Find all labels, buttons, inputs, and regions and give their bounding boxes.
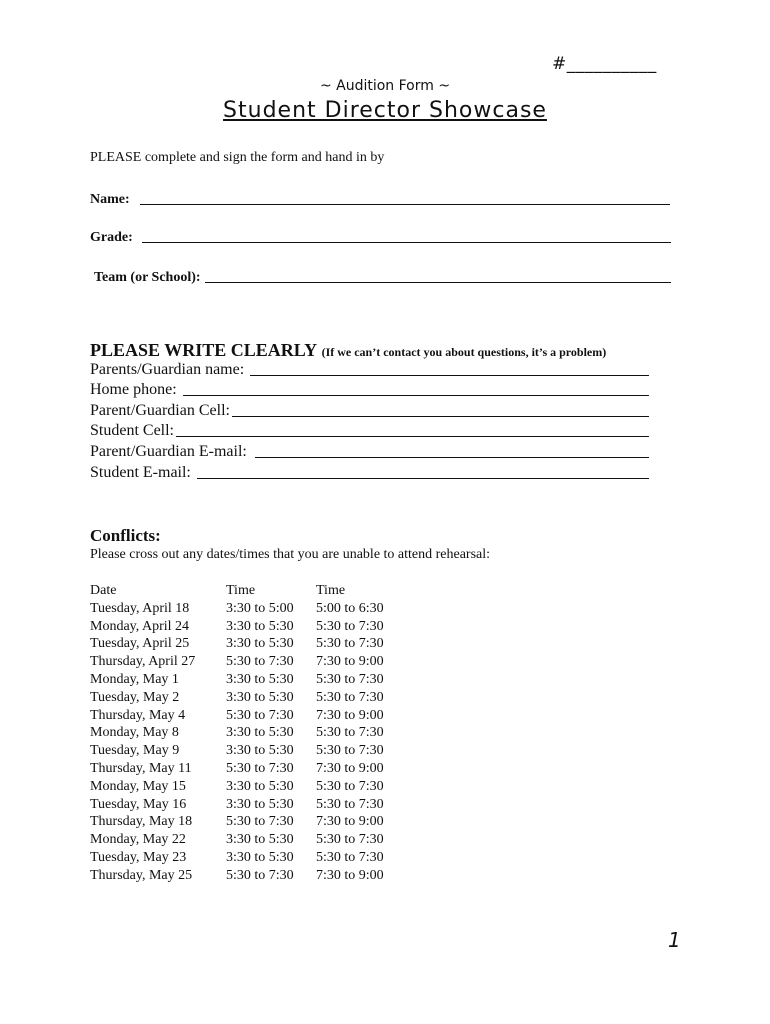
time-slot-cell[interactable]: 3:30 to 5:00 bbox=[226, 600, 294, 616]
time-slot-cell[interactable]: 3:30 to 5:30 bbox=[226, 618, 294, 634]
date-cell: Monday, May 15 bbox=[90, 778, 186, 794]
time-slot-cell[interactable]: 5:30 to 7:30 bbox=[316, 671, 384, 687]
conflicts-heading: Conflicts: bbox=[90, 526, 161, 545]
table-row[interactable] bbox=[90, 707, 406, 725]
table-row[interactable] bbox=[90, 760, 406, 778]
time-slot-cell[interactable]: 3:30 to 5:30 bbox=[226, 689, 294, 705]
date-cell: Tuesday, May 9 bbox=[90, 743, 180, 759]
parent-email-input-line[interactable] bbox=[255, 456, 649, 458]
date-cell: Tuesday, May 16 bbox=[90, 796, 187, 812]
student-email-label: Student E-mail: bbox=[90, 464, 191, 481]
student-email-input-line[interactable] bbox=[197, 477, 649, 479]
contact-section-heading bbox=[90, 340, 606, 361]
instructions-text: PLEASE complete and sign the form and hand in by bbox=[90, 150, 385, 165]
time-slot-cell[interactable]: 3:30 to 5:30 bbox=[226, 725, 294, 741]
time-slot-cell[interactable]: 3:30 to 5:30 bbox=[226, 796, 294, 812]
table-row[interactable] bbox=[90, 796, 406, 814]
table-row[interactable] bbox=[90, 724, 406, 742]
home-phone-input-line[interactable] bbox=[183, 394, 649, 396]
parent-name-input-line[interactable] bbox=[250, 374, 649, 376]
student-cell-input-line[interactable] bbox=[176, 435, 649, 437]
column-header-time-2: Time bbox=[316, 583, 346, 598]
time-slot-cell[interactable]: 3:30 to 5:30 bbox=[226, 832, 294, 848]
table-row[interactable] bbox=[90, 867, 406, 885]
home-phone-field[interactable] bbox=[90, 381, 649, 399]
table-row[interactable] bbox=[90, 742, 406, 760]
time-slot-cell[interactable]: 7:30 to 9:00 bbox=[316, 814, 384, 830]
parent-cell-field[interactable] bbox=[90, 402, 649, 420]
time-slot-cell[interactable]: 5:30 to 7:30 bbox=[316, 849, 384, 865]
time-slot-cell[interactable]: 5:30 to 7:30 bbox=[226, 707, 294, 723]
time-slot-cell[interactable]: 7:30 to 9:00 bbox=[316, 707, 384, 723]
time-slot-cell[interactable]: 5:30 to 7:30 bbox=[316, 743, 384, 759]
date-cell: Thursday, May 11 bbox=[90, 760, 192, 776]
date-cell: Tuesday, May 2 bbox=[90, 689, 180, 705]
time-slot-cell[interactable]: 5:30 to 7:30 bbox=[316, 778, 384, 794]
time-slot-cell[interactable]: 5:30 to 7:30 bbox=[226, 814, 294, 830]
parent-name-field[interactable] bbox=[90, 361, 649, 379]
time-slot-cell[interactable]: 7:30 to 9:00 bbox=[316, 760, 384, 776]
time-slot-cell[interactable]: 5:30 to 7:30 bbox=[316, 618, 384, 634]
table-row[interactable] bbox=[90, 671, 406, 689]
date-cell: Monday, May 1 bbox=[90, 671, 179, 687]
form-subtitle: ~ Audition Form ~ bbox=[319, 78, 451, 94]
team-school-label: Team (or School): bbox=[94, 270, 201, 285]
schedule-rows bbox=[90, 600, 406, 885]
time-slot-cell[interactable]: 5:00 to 6:30 bbox=[316, 600, 384, 616]
time-slot-cell[interactable]: 3:30 to 5:30 bbox=[226, 743, 294, 759]
table-row[interactable] bbox=[90, 618, 406, 636]
student-cell-field[interactable] bbox=[90, 422, 649, 440]
team-school-field[interactable] bbox=[94, 270, 671, 286]
grade-input-line[interactable] bbox=[142, 241, 671, 243]
date-cell: Tuesday, April 18 bbox=[90, 600, 190, 616]
name-field[interactable] bbox=[90, 192, 670, 208]
time-slot-cell[interactable]: 5:30 to 7:30 bbox=[316, 636, 384, 652]
date-cell: Thursday, May 25 bbox=[90, 867, 193, 883]
table-row[interactable] bbox=[90, 831, 406, 849]
student-cell-label: Student Cell: bbox=[90, 422, 174, 439]
table-row[interactable] bbox=[90, 813, 406, 831]
form-number-field[interactable]: #__________ bbox=[552, 54, 657, 74]
grade-label: Grade: bbox=[90, 230, 133, 245]
write-clearly-text: PLEASE WRITE CLEARLY bbox=[90, 340, 318, 360]
date-cell: Thursday, April 27 bbox=[90, 654, 196, 670]
time-slot-cell[interactable]: 5:30 to 7:30 bbox=[226, 760, 294, 776]
name-label: Name: bbox=[90, 192, 130, 207]
time-slot-cell[interactable]: 7:30 to 9:00 bbox=[316, 654, 384, 670]
time-slot-cell[interactable]: 3:30 to 5:30 bbox=[226, 671, 294, 687]
time-slot-cell[interactable]: 3:30 to 5:30 bbox=[226, 849, 294, 865]
time-slot-cell[interactable]: 5:30 to 7:30 bbox=[316, 796, 384, 812]
date-cell: Thursday, May 4 bbox=[90, 707, 186, 723]
name-input-line[interactable] bbox=[140, 203, 670, 205]
table-row[interactable] bbox=[90, 600, 406, 618]
time-slot-cell[interactable]: 7:30 to 9:00 bbox=[316, 867, 384, 883]
page-title: Student Director Showcase bbox=[223, 98, 547, 123]
date-cell: Monday, May 8 bbox=[90, 725, 179, 741]
write-clearly-note: (If we can’t contact you about questions, it’s a problem) bbox=[321, 345, 607, 359]
parent-cell-input-line[interactable] bbox=[232, 415, 649, 417]
time-slot-cell[interactable]: 3:30 to 5:30 bbox=[226, 636, 294, 652]
table-header-row bbox=[90, 582, 406, 600]
grade-field[interactable] bbox=[90, 230, 671, 246]
page-number: 1 bbox=[668, 928, 681, 952]
table-row[interactable] bbox=[90, 653, 406, 671]
time-slot-cell[interactable]: 5:30 to 7:30 bbox=[226, 867, 294, 883]
parent-email-field[interactable] bbox=[90, 443, 649, 461]
time-slot-cell[interactable]: 5:30 to 7:30 bbox=[226, 654, 294, 670]
home-phone-label: Home phone: bbox=[90, 381, 177, 398]
team-school-input-line[interactable] bbox=[205, 281, 671, 283]
table-row[interactable] bbox=[90, 778, 406, 796]
date-cell: Monday, May 22 bbox=[90, 832, 186, 848]
time-slot-cell[interactable]: 3:30 to 5:30 bbox=[226, 778, 294, 794]
column-header-date: Date bbox=[90, 583, 117, 598]
date-cell: Tuesday, April 25 bbox=[90, 636, 190, 652]
time-slot-cell[interactable]: 5:30 to 7:30 bbox=[316, 725, 384, 741]
column-header-time-1: Time bbox=[226, 583, 256, 598]
rehearsal-schedule-table bbox=[90, 582, 406, 885]
parent-email-label: Parent/Guardian E-mail: bbox=[90, 443, 247, 460]
table-row[interactable] bbox=[90, 689, 406, 707]
parent-cell-label: Parent/Guardian Cell: bbox=[90, 402, 230, 419]
parent-name-label: Parents/Guardian name: bbox=[90, 361, 245, 378]
time-slot-cell[interactable]: 5:30 to 7:30 bbox=[316, 689, 384, 705]
date-cell: Monday, April 24 bbox=[90, 618, 190, 634]
date-cell: Thursday, May 18 bbox=[90, 814, 193, 830]
conflicts-instructions: Please cross out any dates/times that you are unable to attend rehearsal: bbox=[90, 547, 491, 562]
table-row[interactable] bbox=[90, 849, 406, 867]
student-email-field[interactable] bbox=[90, 464, 649, 482]
time-slot-cell[interactable]: 5:30 to 7:30 bbox=[316, 832, 384, 848]
table-row[interactable] bbox=[90, 635, 406, 653]
date-cell: Tuesday, May 23 bbox=[90, 849, 187, 865]
